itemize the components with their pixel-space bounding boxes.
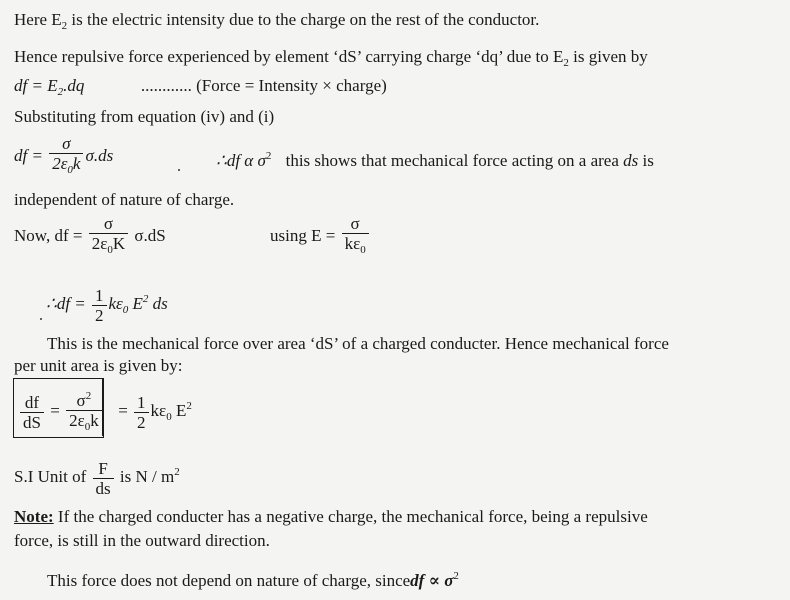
fraction <box>134 393 149 432</box>
force-equation-line <box>14 76 387 102</box>
substitution-line: Substituting from equation (iv) and (i) <box>14 107 275 126</box>
using-equation <box>270 214 371 260</box>
text: is the electric intensity due to the charge on the rest of the conductor. <box>67 10 540 29</box>
numerator: 1 <box>92 286 107 306</box>
denominator: $2\varepsilon_0k$ <box>69 411 99 434</box>
fraction <box>89 214 128 260</box>
fraction <box>20 393 44 432</box>
si-unit-line <box>14 452 180 498</box>
superscript: 2 <box>265 150 272 162</box>
equation-lhs: ∴df = <box>46 294 86 313</box>
mechanical-force-line: This is the mechanical force over area ‘dS’ of a charged conducter. Hence mechanical force <box>47 334 669 353</box>
numerator: df <box>20 393 44 413</box>
denominator: $k\varepsilon_0$ <box>344 234 366 256</box>
text: is given by <box>568 47 648 66</box>
superscript: 2 <box>453 570 459 582</box>
numerator: $\sigma^2$ <box>66 387 102 411</box>
boxed-formula <box>18 386 192 437</box>
intro-line <box>14 10 539 36</box>
equation-rhs: $k\varepsilon_0$ $E^2$ ds <box>108 293 168 316</box>
numerator: 1 <box>134 393 149 413</box>
text: this shows that mechanical force acting on a area <box>285 151 624 170</box>
note-continuation: force, is still in the outward direction. <box>14 531 270 550</box>
text: using E = <box>270 225 336 245</box>
text: Hence repulsive force experienced by element ‘dS’ carrying charge ‘dq’ due to E <box>14 47 564 66</box>
fraction <box>49 134 83 180</box>
superscript: 2 <box>174 466 180 478</box>
subscript: 2 <box>563 57 569 69</box>
force-intro-line <box>14 47 648 73</box>
note-line <box>14 507 648 527</box>
df-equation-line <box>14 134 113 180</box>
equals: = <box>50 401 60 420</box>
equation-rhs: σ.dS <box>134 225 166 245</box>
per-unit-area-line: per unit area is given by: <box>14 356 183 375</box>
equation-lhs: df = <box>14 145 43 165</box>
proportional-expression: ∴df α σ <box>216 151 266 170</box>
equation: df = $E_2.dq$ <box>14 76 85 98</box>
final-statement <box>47 566 459 591</box>
half-k-equation-line <box>46 279 168 330</box>
fraction <box>92 286 107 325</box>
numerator: σ <box>49 134 83 154</box>
numerator: σ <box>342 214 369 234</box>
denominator: 2 <box>137 412 146 432</box>
denominator: dS <box>23 412 41 432</box>
independence-line: independent of nature of charge. <box>14 190 235 209</box>
text: Here E <box>14 10 62 29</box>
denominator: $2\varepsilon_0K$ <box>91 234 126 256</box>
fraction <box>93 459 114 498</box>
expression: $k\varepsilon_0$ $E^2$ <box>150 400 192 423</box>
text: S.I Unit of <box>14 467 87 486</box>
note-text: If the charged conducter has a negative charge, the mechanical force, being a repulsive <box>53 507 648 526</box>
equation-lhs: Now, df = <box>14 225 83 245</box>
text: is <box>638 151 654 170</box>
numerator: F <box>93 459 114 479</box>
note-label: Note: <box>14 507 54 526</box>
fraction <box>342 214 369 260</box>
now-equation-line <box>14 214 166 260</box>
equation-rhs: σ.ds <box>85 145 114 165</box>
speck <box>40 318 42 320</box>
speck <box>178 169 180 171</box>
text: is N / m <box>119 467 175 486</box>
equation-note: (Force = Intensity × charge) <box>196 76 387 95</box>
denominator: 2 <box>95 305 104 325</box>
proportionality-statement <box>216 146 654 171</box>
proportional-expression: df ∝ σ <box>410 571 454 590</box>
dot-leader: ............ <box>140 76 192 95</box>
denominator: ds <box>95 478 111 498</box>
subscript: 2 <box>61 20 68 32</box>
text: ds <box>623 151 639 170</box>
equals: = <box>118 401 128 420</box>
numerator: σ <box>89 214 128 234</box>
text: This force does not depend on nature of charge, since <box>47 571 411 590</box>
fraction <box>66 387 102 437</box>
denominator: $2\varepsilon_0k$ <box>52 154 81 176</box>
